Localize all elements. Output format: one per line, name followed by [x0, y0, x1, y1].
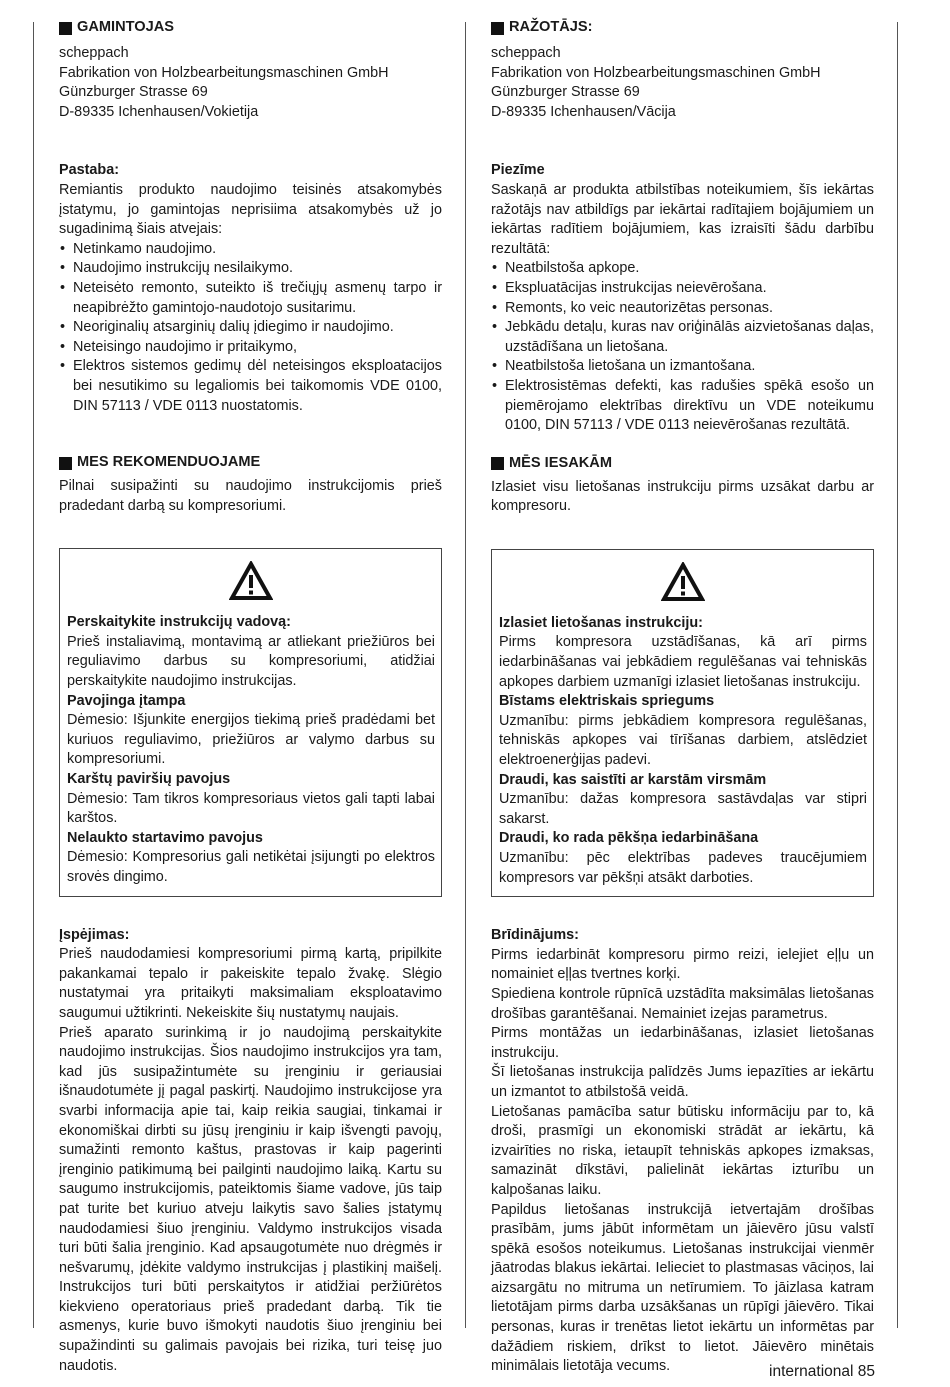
- list-item: • Neatbilstoša lietošana un izmantošana.: [491, 357, 874, 377]
- recommend-heading: MĒS IESAKĀM: [491, 454, 874, 474]
- left-column: [59, 18, 442, 1376]
- manufacturer-heading: GAMINTOJAS: [59, 18, 442, 38]
- caution-heading: Brīdinājums:: [491, 927, 579, 944]
- warning-title: Nelaukto startavimo pavojus: [67, 829, 263, 846]
- manufacturer-address: [59, 44, 442, 122]
- caution-paragraph: Prieš naudodamiesi kompresoriumi pirmą kartą, pripilkite pakankamai tepalo ir pakeiskite tepalo žvakę. Slėgio nustatymai yra pritaikyti maksimaliam eksploatavimo saugumui užtikrinti. Nekeiskite šių nustatymų naujais.: [59, 946, 442, 1021]
- address-line: Günzburger Strasse 69: [491, 84, 640, 101]
- manufacturer-address: [491, 44, 874, 122]
- warning-text: Prieš instaliavimą, montavimą ar atliekant priežiūros bei reguliavimo darbus su kompresoriumi, atidžiai perskaitykite naudojimo instrukcijas.: [67, 633, 435, 690]
- address-line: scheppach: [59, 45, 129, 61]
- note-heading: Piezīme: [491, 162, 545, 179]
- note-intro: Remiantis produkto naudojimo teisinės atsakomybės įstatymu, jo gamintojas neprisiima atsakomybės už jo sugadinimą šiais atvejais:: [59, 181, 442, 238]
- list-item: • Neatbilstoša apkope.: [491, 259, 874, 279]
- address-line: D-89335 Ichenhausen/Vācija: [491, 103, 676, 120]
- list-item: • Remonts, ko veic neautorizētas personas.: [491, 299, 874, 319]
- square-bullet-icon: [59, 22, 72, 35]
- square-bullet-icon: [491, 457, 504, 470]
- warning-title: Perskaitykite instrukcijų vadovą:: [67, 614, 291, 631]
- warning-triangle-icon: [67, 549, 435, 613]
- right-column: [491, 18, 874, 1377]
- address-line: Fabrikation von Holzbearbeitungsmaschinen GmbH: [491, 64, 821, 81]
- manufacturer-heading: RAŽOTĀJS:: [491, 18, 874, 38]
- warning-text: Dėmesio: Išjunkite energijos tiekimą prieš pradėdami bet kuriuos reguliavimo, priežiūros ar valymo darbus su kompresoriumi.: [67, 712, 435, 768]
- list-item: • Ekspluatācijas instrukcijas neievērošana.: [491, 279, 874, 299]
- address-line: D-89335 Ichenhausen/Vokietija: [59, 103, 259, 120]
- warning-text: Pirms kompresora uzstādīšanas, kā arī pirms iedarbināšanas vai jebkādiem regulēšanas vai tehniskās apkopes darbiem uzmanīgi izlasiet lietošanas instrukciju.: [499, 634, 867, 690]
- caution-paragraph: Spiediena kontrole rūpnīcā uzstādīta maksimālas lietošanas drošības garantēšanai. Nemainiet izejas parametrus.: [491, 985, 874, 1022]
- address-line: scheppach: [491, 45, 561, 61]
- list-item: • Neoriginalių atsarginių dalių įdiegimo ir naudojimo.: [59, 318, 442, 338]
- caution-paragraph: Lietošanas pamācība satur būtisku informāciju par to, kā droši, prasmīgi un ekonomiski strādāt ar iekārtu, kā izvairīties no riska, ietaupīt tehniskās apkopes izmaksas, samazināt dīkstāvi, palielināt iekārtas izturību un kalpošanas laiku.: [491, 1103, 874, 1198]
- recommend-text: Izlasiet visu lietošanas instrukciju pirms uzsākat darbu ar kompresoru.: [491, 478, 874, 515]
- safety-warning-box: [59, 548, 442, 896]
- note-list: [59, 240, 442, 416]
- warning-text: Uzmanību: pēc elektrības padeves traucējumiem kompresors var pēkšņi atsākt darboties.: [499, 850, 867, 886]
- warning-title: Bīstams elektriskais spriegums: [499, 693, 715, 710]
- caution-paragraph: Pirms iedarbināt kompresoru pirmo reizi, ielejiet eļļu un nomainiet eļļas tvertnes korķi.: [491, 946, 874, 983]
- recommend-text: Pilnai susipažinti su naudojimo instrukcijomis prieš pradedant darbą su kompresoriumi.: [59, 478, 442, 514]
- right-margin-rule: [897, 22, 898, 1328]
- caution-paragraph: Pirms montāžas un iedarbināšanas, izlasiet lietošanas instrukciju.: [491, 1025, 874, 1061]
- note-intro: Saskaņā ar produkta atbilstības noteikumiem, šīs iekārtas ražotājs nav atbildīgs par iekārtai radītajiem bojājumiem un iekārtas radītiem bojājumiem, kas izraisīti šādu darbību rezultātā:: [491, 181, 874, 257]
- left-margin-rule: [33, 22, 34, 1328]
- center-column-rule: [465, 22, 466, 1328]
- caution-paragraph: Šī lietošanas instrukcija palīdzēs Jums iepazīties ar iekārtu un izmantot to atbilstošā veidā.: [491, 1064, 874, 1100]
- caution-paragraph: Papildus lietošanas instrukcijā ietvertajām drošības prasībām, jums jābūt informētam un jāievēro jūsu valstī spēkā esošos noteikumus. Lietošanas instrukcijai vienmēr jāatrodas blakus iekārtai. Ielieciet to plastmasas vāciņos, lai aizsargātu no mitruma un netīrumiem. To jāizlasa katram lietotājam pirms darba uzsākšanas un rūpīgi jāievēro. Tikai personas, kuras ir trenētas lietot iekārtu un informētas par dažādiem riskiem, drīkst to lietot. Jāievēro minētais minimālais lietotāja vecums.: [491, 1201, 874, 1375]
- warning-title: Karštų paviršių pavojus: [67, 771, 231, 788]
- warning-title: Draudi, ko rada pēkšņa iedarbināšana: [499, 830, 759, 847]
- square-bullet-icon: [59, 457, 72, 470]
- warning-title: Izlasiet lietošanas instrukciju:: [499, 614, 703, 631]
- list-item: • Neteisėto remonto, suteikto iš trečiųjų asmenų tarpo ir neapibrėžto gamintojo-naudotojo susitarimu.: [59, 279, 442, 318]
- list-item: • Jebkādu detaļu, kuras nav oriģinālās aizvietošanas daļas, uzstādīšana un lietošana.: [491, 318, 874, 357]
- list-item: • Elektrosistēmas defekti, kas radušies spēkā esošo un piemērojamo elektrības direktīvu un VDE noteikumu 0100, DIN 57113 / VDE 0113 neievērošanas rezultātā.: [491, 377, 874, 436]
- note-heading: Pastaba:: [59, 162, 119, 179]
- list-item: • Elektros sistemos gedimų dėl neteisingos eksploatacijos bei nesutikimo su legaliomis bei taikomomis VDE 0100, DIN 57113 / VDE 0113 nuostatomis.: [59, 357, 442, 416]
- list-item: • Neteisingo naudojimo ir pritaikymo,: [59, 338, 442, 358]
- warning-text: Uzmanību: pirms jebkādiem kompresora regulēšanas, tehniskās apkopes vai tīrīšanas darbiem, atslēdziet elektroenerģijas padevi.: [499, 712, 867, 769]
- square-bullet-icon: [491, 22, 504, 35]
- caution-paragraph: Prieš aparato surinkimą ir jo naudojimą perskaitykite naudojimo instrukcijas. Šios naudojimo instrukcijos yra tam, kad jūs susipažintumėte su įrenginiu ir geriausiai išnaudotumėte jį pagal paskirtį. Naudojimo instrukcijose yra svarbi informacija apie tai, kaip reikia saugiai, tinkamai ir ekonomiškai dirbti su jūsų įrenginiu ir kaip išvengti pavojų, sumažinti remonto kaštus, prastovas ir kaip pagerinti įrenginio patikimumą bei pailginti naudojimo laiką. Kartu su saugumo instrukcijomis, pateiktomis šiame vadove, jūs taip pat turite bet kuriuo atveju laikytis savo šalies įstatymų naudodamiesi šiuo įrenginiu. Valdymo instrukcijos visada turi būti šalia įrenginio. Kad apsaugotumėte nuo drėgmės ir nešvarumų, įdėkite valdymo instrukcijas į plastikinį maišelį. Instrukcijos turi būti perskaitytos ir atidžiai peržiūrėtos kiekvieno operatoriaus prieš pradedant darbą. Tik tie asmenys, kurie buvo išmokyti naudotis šiuo įrenginiu bei supažindinti su galimais pavojais bei rizika, turi teisę juo naudotis.: [59, 1024, 442, 1374]
- page-footer: international 85: [769, 1363, 875, 1380]
- warning-title: Draudi, kas saistīti ar karstām virsmām: [499, 771, 767, 788]
- address-line: Günzburger Strasse 69: [59, 84, 208, 101]
- warning-text: Uzmanību: dažas kompresora sastāvdaļas var stipri sakarst.: [499, 791, 867, 827]
- warning-triangle-icon: [499, 550, 867, 614]
- caution-heading: Įspėjimas:: [59, 926, 130, 943]
- note-list: [491, 259, 874, 435]
- safety-warning-box: [491, 549, 874, 897]
- list-item: • Netinkamo naudojimo.: [59, 240, 442, 260]
- recommend-heading: MES REKOMENDUOJAME: [59, 453, 442, 473]
- warning-text: Dėmesio: Kompresorius gali netikėtai įsijungti po elektros srovės dingimo.: [67, 849, 435, 885]
- list-item: • Naudojimo instrukcijų nesilaikymo.: [59, 259, 442, 279]
- warning-title: Pavojinga įtampa: [67, 692, 186, 709]
- address-line: Fabrikation von Holzbearbeitungsmaschinen GmbH: [59, 64, 389, 81]
- warning-text: Dėmesio: Tam tikros kompresoriaus vietos gali tapti labai karštos.: [67, 790, 435, 827]
